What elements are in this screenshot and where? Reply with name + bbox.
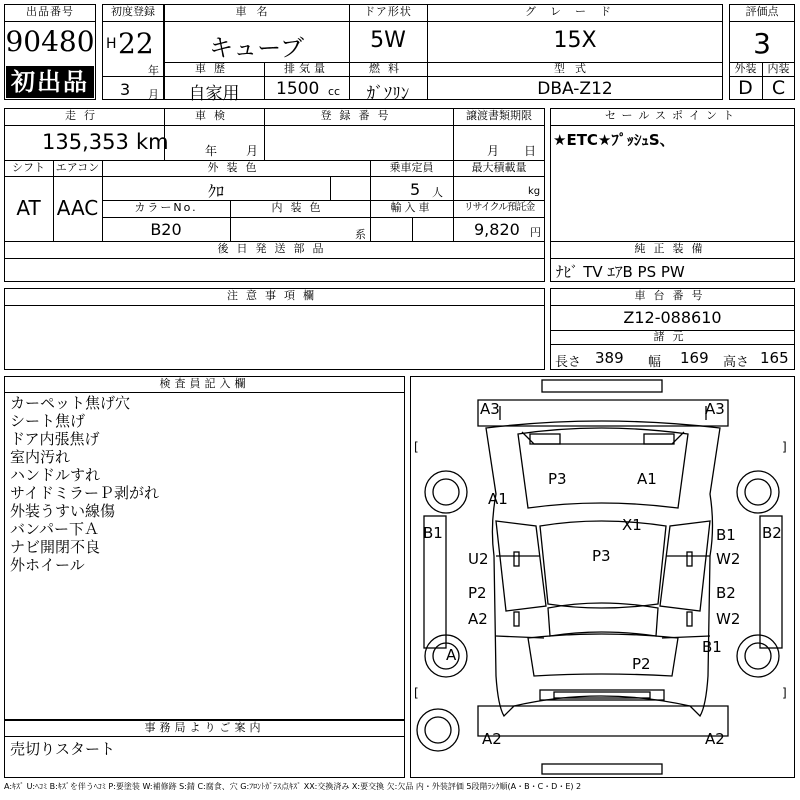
door-header: ドア形状 [364,5,412,18]
first-reg-month-unit: 月 [148,88,159,101]
history-header: 車歴 [195,62,233,75]
width: 169 [680,349,709,367]
max-load-unit: kg [528,186,541,197]
import-header: 輸入車 [390,201,433,214]
damage-front-left: A3 [480,400,500,418]
recycle: 9,820 [474,220,520,239]
capacity-header: 乗車定員 [389,161,434,174]
chassis-header: 車台番号 [634,289,711,302]
first-reg-era: H [106,36,117,52]
aircon-header: エアコン [55,161,100,174]
capacity-unit: 人 [432,186,443,199]
damage-hood-right: A1 [637,470,657,488]
damage-rear-left-corner: A2 [482,730,502,748]
damage-legend: A:ｷｽﾞ U:ﾍｺﾐ B:ｷｽﾞを伴うﾍｺﾐ P:要塗装 W:補修跡 S:錆 C:腐食、穴 G:ﾌﾛﾝﾄｶﾞﾗｽ点ｷｽﾞ XX:交換済み X:要交換 欠:欠品 内・外装評価 5段階ﾗﾝｸ順(A・B・C・D・E) 2 [4,782,582,791]
first-reg-year-unit: 年 [148,64,159,77]
capacity: 5 [410,180,421,199]
int-score: C [771,77,786,99]
caution-header: 注意事項欄 [227,289,322,302]
damage-trunk: P2 [632,655,651,673]
inspector-note: カーペット焦げ穴 [10,394,131,412]
fuel-header: 燃料 [369,62,407,75]
height-label: 高さ [723,355,750,370]
damage-rear-right-corner: A2 [705,730,725,748]
damage-roof: P3 [592,547,611,565]
aircon: AAC [56,196,99,220]
history: 自家用 [188,84,240,104]
damage-rear-right: B1 [702,638,722,656]
score: 3 [753,27,771,60]
inspector-note: シート焦げ [10,412,86,430]
sales-point-header: セールスポイント [604,109,740,122]
genuine-header: 純正装備 [634,242,711,255]
damage-left-rear-wheel: A [446,646,457,664]
first-reg-year: 22 [118,27,154,60]
ext-color: ｸﾛ [207,182,224,201]
later-parts-header: 後日発送部品 [217,242,332,255]
door-type: 5W [370,28,406,53]
inspector-note: 外ホイール [10,556,85,574]
displacement-unit: cc [328,85,341,98]
inspection-year-unit: 年 [205,144,218,158]
score-header: 評価点 [745,5,779,18]
color-no: B20 [150,220,182,239]
damage-right-rear-door-bottom: W2 [716,610,741,628]
inspector-note: ドア内張焦げ [10,430,100,448]
car-name-header: 車名 [235,5,278,18]
grade-header: グレード [525,5,625,18]
model: DBA-Z12 [537,79,613,99]
damage-right-rear-door-top: B2 [716,584,736,602]
damage-left-side: B1 [423,524,443,542]
mileage: 135,353 [42,130,129,154]
int-color-unit: 系 [355,228,366,241]
damage-left-rear-door-bottom: A2 [468,610,488,628]
inspector-note: バンパー下Ａ [10,520,99,538]
first-reg-month: 3 [120,80,131,99]
damage-right-front-door-bottom: W2 [716,550,741,568]
inspector-note: 室内汚れ [10,448,71,466]
transfer-month-unit: 月 [487,144,500,158]
mileage-header: 走行 [65,109,103,122]
lot-header: 出品番号 [26,5,74,18]
damage-right-side: B2 [762,524,782,542]
office-header: 事務局よりご案内 [144,721,265,734]
inspector-note: サイドミラーＰ剥がれ [10,484,159,502]
inspector-note: ハンドルすれ [10,466,101,484]
fuel: ｶﾞｿﾘﾝ [366,84,410,104]
inspector-notes [10,394,400,574]
mileage-unit: km [136,130,169,154]
height: 165 [760,349,789,367]
inspection-header: 車検 [195,109,233,122]
registration-header: 登録番号 [320,109,397,122]
inspector-note: ナビ開閉不良 [10,538,101,556]
int-score-header: 内装 [767,62,790,75]
inspector-note: 外装うすい線傷 [10,502,116,520]
damage-hood-left: P3 [548,470,567,488]
office-message: 売切りスタート [10,740,116,758]
model-header: 型式 [554,62,596,75]
damage-roof-x: X1 [622,516,642,534]
inspection-month-unit: 月 [246,144,259,158]
shift: AT [16,196,41,220]
damage-left-fender: A1 [488,490,508,508]
lot-number: 90480 [5,25,95,58]
damage-left-rear-door-top: P2 [468,584,487,602]
int-color-header: 内装色 [271,201,329,214]
transfer-header: 譲渡書類期限 [466,109,532,122]
recycle-header: リサイクル預託金 [463,202,535,213]
genuine-equipment: ﾅﾋﾞ TV ｴｱB PS PW [556,263,685,281]
color-no-header: カラーNo. [134,201,198,214]
width-label: 幅 [648,355,662,370]
damage-right-front-door-top: B1 [716,526,736,544]
ext-score: D [738,77,753,99]
ext-score-header: 外装 [734,62,757,75]
displacement: 1500 [276,79,320,99]
first-reg-header: 初度登録 [111,5,155,18]
damage-front-right: A3 [705,400,725,418]
chassis-number: Z12-088610 [623,308,722,327]
length-label: 長さ [555,355,582,370]
dims-header: 諸元 [653,330,692,343]
sales-point: ★ETC★ﾌﾟｯｼｭS、 [553,131,675,149]
max-load-header: 最大積載量 [471,161,527,174]
length: 389 [595,349,624,367]
inspector-header: 検査員記入欄 [159,377,250,390]
recycle-unit: 円 [530,226,541,239]
damage-left-front-door: U2 [468,550,489,568]
car-name: キューブ [209,34,304,62]
grade: 15X [553,28,597,53]
displacement-header: 排気量 [284,62,329,75]
shift-header: シフト [12,161,45,174]
ext-color-header: 外装色 [207,161,265,174]
car-diagram [410,376,795,778]
first-listing-badge: 初出品 [6,66,94,98]
transfer-day-unit: 日 [524,144,537,158]
